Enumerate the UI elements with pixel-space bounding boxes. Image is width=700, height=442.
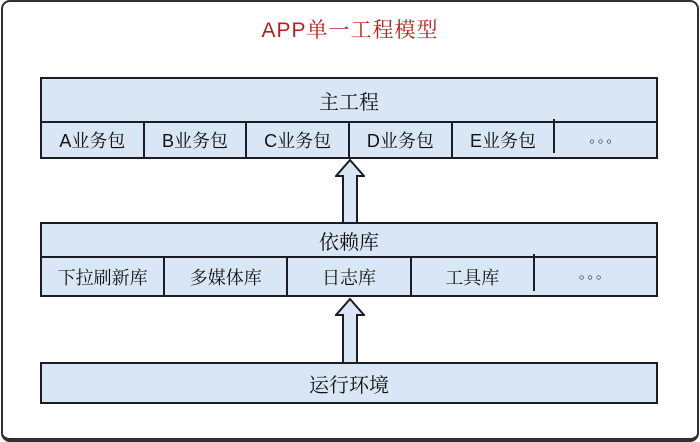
library-cell: 工具库 [410, 258, 533, 295]
business-package-row [42, 121, 656, 157]
up-arrow-icon [335, 298, 365, 363]
up-arrow-icon [335, 159, 365, 223]
library-cell: 日志库 [286, 258, 409, 295]
main-project-title: 主工程 [319, 91, 379, 114]
business-package-cell: C业务包 [245, 123, 348, 157]
ellipsis-cell: 。。。 [533, 254, 656, 291]
diagram-title: APP单一工程模型 [261, 19, 439, 42]
business-package-cell: B业务包 [143, 123, 246, 157]
business-package-cell: E业务包 [451, 123, 554, 157]
business-package-cell: A业务包 [59, 131, 126, 151]
business-package-cell: D业务包 [348, 123, 451, 157]
library-row [42, 256, 656, 295]
dependency-lib-box [40, 222, 658, 297]
library-cell: 多媒体库 [163, 258, 286, 295]
ellipsis-cell: 。。。 [553, 119, 656, 153]
main-project-box [40, 77, 658, 159]
library-cell: 下拉刷新库 [57, 267, 148, 288]
dependency-lib-title: 依赖库 [319, 231, 379, 254]
runtime-env-title: 运行环境 [309, 374, 389, 397]
runtime-env-box [40, 362, 658, 404]
